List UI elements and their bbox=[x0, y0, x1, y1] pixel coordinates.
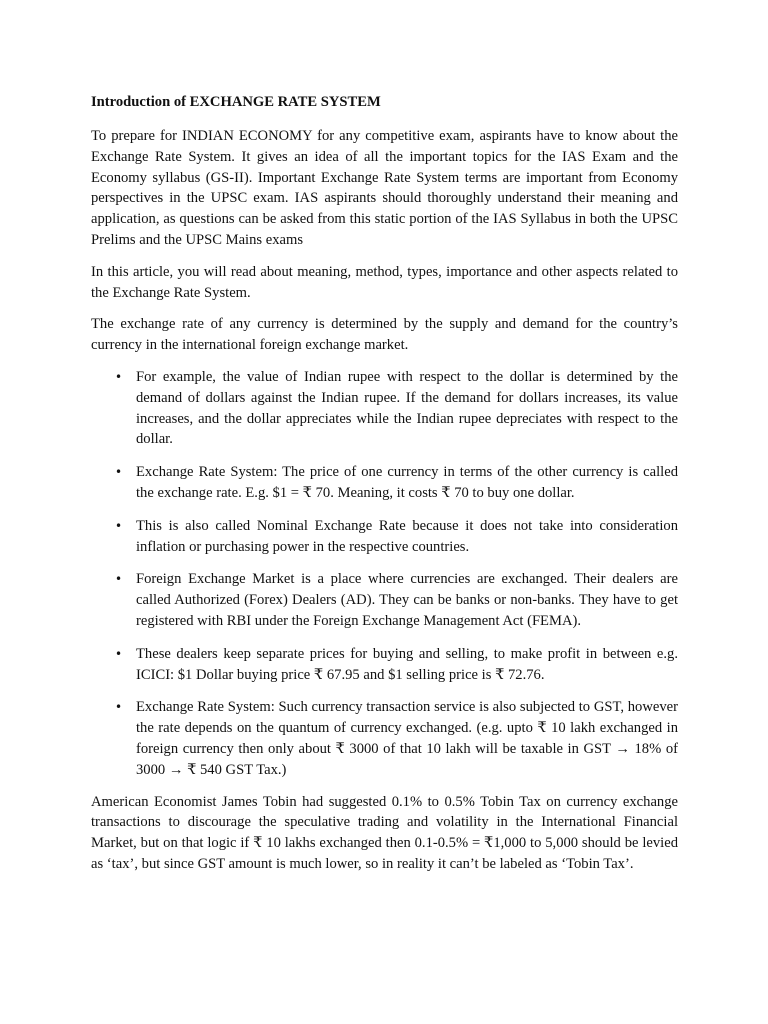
list-item bbox=[91, 569, 678, 631]
exchange-rate-definition-paragraph: The exchange rate of any currency is determined by the supply and demand for the country’s currency in the international foreign exchange market. bbox=[91, 316, 678, 354]
bullet-icon: • bbox=[115, 369, 123, 384]
bullet-icon: • bbox=[115, 518, 123, 533]
list-item-text: This is also called Nominal Exchange Rate because it does not take into consideration inflation or purchasing power in the respective countries. bbox=[136, 517, 678, 555]
bullet-icon: • bbox=[115, 700, 123, 715]
list-item bbox=[91, 644, 678, 686]
list-item bbox=[91, 516, 678, 558]
document-heading: Introduction of EXCHANGE RATE SYSTEM bbox=[91, 94, 381, 110]
bullet-icon: • bbox=[115, 465, 123, 480]
bullet-icon: • bbox=[115, 572, 123, 587]
list-item bbox=[91, 367, 678, 450]
article-scope-paragraph: In this article, you will read about meaning, method, types, importance and other aspects related to the Exchange Rate System. bbox=[91, 263, 678, 301]
list-item-text: These dealers keep separate prices for buying and selling, to make profit in between e.g. ICICI: $1 Dollar buying price ₹ 67.95 and $1 selling price is ₹ 72.76. bbox=[136, 645, 678, 683]
list-item-text: For example, the value of Indian rupee with respect to the dollar is determined by the demand of dollars against the Indian rupee. If the demand for dollars increases, its value increases, and the dollar appreciates while the Indian rupee depreciates with respect to the dollar. bbox=[136, 368, 678, 448]
tobin-tax-paragraph: American Economist James Tobin had suggested 0.1% to 0.5% Tobin Tax on currency exchange transactions to discourage the speculative trading and volatility in the International Financial Market, but on that logic if ₹ 10 lakhs exchanged then 0.1-0.5% = ₹1,000 to 5,000 should be levied as ‘tax’, but since GST amount is much lower, so in reality it can’t be labeled as ‘Tobin Tax’. bbox=[91, 793, 678, 872]
bullet-list bbox=[91, 367, 678, 781]
list-item-text: Exchange Rate System: The price of one currency in terms of the other currency is called the exchange rate. E.g. $1 = ₹ 70. Meaning, it costs ₹ 70 to buy one dollar. bbox=[136, 464, 678, 501]
bullet-icon: • bbox=[115, 646, 123, 661]
document-page bbox=[91, 91, 678, 886]
list-item bbox=[91, 462, 678, 504]
list-item-text: Foreign Exchange Market is a place where currencies are exchanged. Their dealers are called Authorized (Forex) Dealers (AD). They can be banks or non-banks. They have to get registered with RBI under the Foreign Exchange Management Act (FEMA). bbox=[136, 571, 678, 629]
intro-paragraph: To prepare for INDIAN ECONOMY for any competitive exam, aspirants have to know about the Exchange Rate System. It gives an idea of all the important topics for the IAS Exam and the Economy syllabus (GS-II). Important Exchange Rate System terms are important from Economy perspectives in the UPSC exam. IAS aspirants should thoroughly understand their meaning and application, as questions can be asked from this static portion of the IAS Syllabus in both the UPSC Prelims and the UPSC Mains exams bbox=[91, 128, 678, 248]
list-item bbox=[91, 697, 678, 780]
list-item-text: Exchange Rate System: Such currency transaction service is also subjected to GST, however the rate depends on the quantum of currency exchanged. (e.g. upto ₹ 10 lakh exchanged in foreign currency then only about ₹ 3000 of that 10 lakh will be taxable in GST → 18% of 3000 → ₹ 540 GST Tax.) bbox=[136, 699, 678, 778]
